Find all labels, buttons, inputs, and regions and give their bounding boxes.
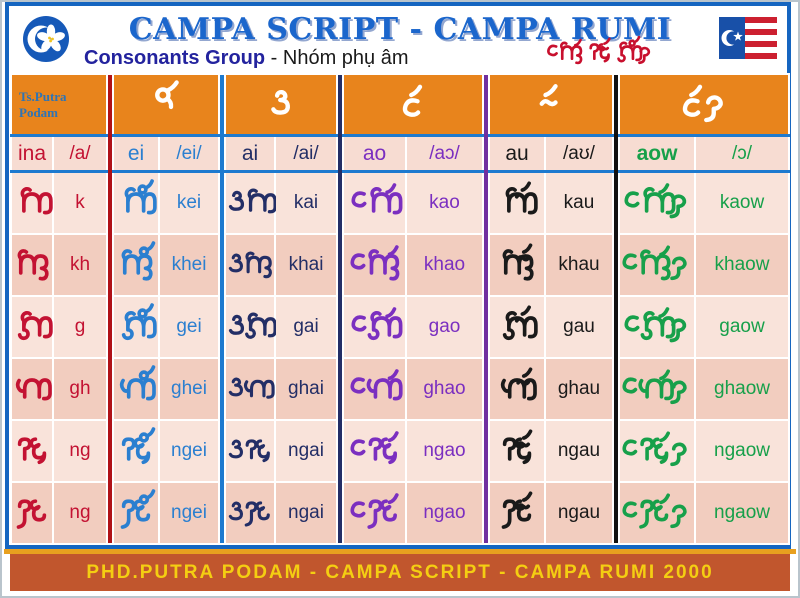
latin-khao: khao <box>407 235 482 295</box>
phoneme-ipa-ei: /ei/ <box>160 137 218 171</box>
latin-ngao: ngao <box>407 421 482 481</box>
latin-kei: kei <box>160 173 218 233</box>
group-separator <box>484 75 488 543</box>
latin-ghau: ghau <box>546 359 612 419</box>
cham-letter-khau <box>490 235 544 295</box>
cham-letter-ghai <box>226 359 274 419</box>
latin-ngaow: ngaow <box>696 483 788 543</box>
cham-letter-ngau <box>490 421 544 481</box>
cham-letter-kai <box>226 173 274 233</box>
group-separator <box>220 75 224 543</box>
cham-letter-ghei <box>114 359 158 419</box>
subtitle-english: Consonants Group <box>84 47 266 69</box>
subtitle-vietnamese: - Nhóm phụ âm <box>265 47 409 69</box>
latin-khei: khei <box>160 235 218 295</box>
latin-ghei: ghei <box>160 359 218 419</box>
phoneme-ipa-ina: /a/ <box>54 137 106 171</box>
latin-khai: khai <box>276 235 336 295</box>
cham-letter-g <box>12 297 52 357</box>
phoneme-ipa-ai: /ai/ <box>276 137 336 171</box>
cham-letter-kaow <box>620 173 694 233</box>
latin-khaow: khaow <box>696 235 788 295</box>
cham-letter-kao <box>344 173 405 233</box>
phoneme-label-ai: ai <box>226 137 274 171</box>
cham-letter-kh <box>12 235 52 295</box>
latin-ngao: ngao <box>407 483 482 543</box>
latin-ngau: ngau <box>546 483 612 543</box>
latin-ghao: ghao <box>407 359 482 419</box>
cham-letter-ngei <box>114 483 158 543</box>
latin-kao: kao <box>407 173 482 233</box>
latin-kai: kai <box>276 173 336 233</box>
phoneme-label-ao: ao <box>344 137 405 171</box>
latin-gau: gau <box>546 297 612 357</box>
column-header-glyph-aow <box>620 75 788 135</box>
phoneme-label-ei: ei <box>114 137 158 171</box>
latin-ngai: ngai <box>276 421 336 481</box>
blue-divider-top <box>10 134 790 137</box>
phoneme-label-aow: aow <box>620 137 694 171</box>
consonant-table <box>10 73 790 545</box>
phoneme-ipa-ao: /aɔ/ <box>407 137 482 171</box>
cham-letter-ngai <box>226 483 274 543</box>
cham-letter-ngaow <box>620 421 694 481</box>
latin-ngei: ngei <box>160 421 218 481</box>
latin-ngaow: ngaow <box>696 421 788 481</box>
latin-g: g <box>54 297 106 357</box>
latin-gh: gh <box>54 359 106 419</box>
cham-letter-gau <box>490 297 544 357</box>
cham-letter-ng <box>12 483 52 543</box>
column-header-glyph-ei <box>114 75 218 135</box>
cham-letter-kei <box>114 173 158 233</box>
latin-gai: gai <box>276 297 336 357</box>
column-header-glyph-au <box>490 75 612 135</box>
cham-letter-gei <box>114 297 158 357</box>
latin-k: k <box>54 173 106 233</box>
latin-ng: ng <box>54 421 106 481</box>
latin-ghaow: ghaow <box>696 359 788 419</box>
cham-letter-khao <box>344 235 405 295</box>
latin-ngai: ngai <box>276 483 336 543</box>
phoneme-ipa-aow: /ɔ/ <box>696 137 788 171</box>
blue-divider-bottom <box>10 170 790 173</box>
latin-ng: ng <box>54 483 106 543</box>
column-header-glyph-ai <box>226 75 336 135</box>
cham-letter-ngai <box>226 421 274 481</box>
cham-flag-icon <box>719 17 777 59</box>
group-separator <box>338 75 342 543</box>
group-separator <box>108 75 112 543</box>
cham-letter-khaow <box>620 235 694 295</box>
cham-letter-khai <box>226 235 274 295</box>
latin-ghai: ghai <box>276 359 336 419</box>
cham-letter-gai <box>226 297 274 357</box>
latin-khau: khau <box>546 235 612 295</box>
latin-ngau: ngau <box>546 421 612 481</box>
cham-letter-ghau <box>490 359 544 419</box>
cham-letter-gaow <box>620 297 694 357</box>
phoneme-ipa-au: /aʊ/ <box>546 137 612 171</box>
cham-letter-kau <box>490 173 544 233</box>
watermark-cell: Ts.Putra Podam <box>12 75 106 135</box>
cham-letter-ngaow <box>620 483 694 543</box>
phoneme-label-ina: ina <box>12 137 52 171</box>
cham-letter-ghaow <box>620 359 694 419</box>
cham-letter-ghao <box>344 359 405 419</box>
latin-gao: gao <box>407 297 482 357</box>
cham-script-phrase <box>546 40 654 66</box>
group-separator <box>614 75 618 543</box>
phoneme-label-au: au <box>490 137 544 171</box>
latin-kau: kau <box>546 173 612 233</box>
latin-kaow: kaow <box>696 173 788 233</box>
column-header-glyph-ao <box>344 75 482 135</box>
footer-text: PHD.PUTRA PODAM - CAMPA SCRIPT - CAMPA RUMI 2000 <box>86 561 714 583</box>
latin-gaow: gaow <box>696 297 788 357</box>
cham-letter-gao <box>344 297 405 357</box>
page-title: CAMPA SCRIPT - CAMPA RUMI <box>128 12 672 47</box>
subtitle <box>84 47 409 70</box>
cham-letter-ng <box>12 421 52 481</box>
cham-letter-gh <box>12 359 52 419</box>
cham-letter-khei <box>114 235 158 295</box>
cham-letter-k <box>12 173 52 233</box>
cham-letter-ngei <box>114 421 158 481</box>
cham-letter-ngau <box>490 483 544 543</box>
latin-gei: gei <box>160 297 218 357</box>
latin-kh: kh <box>54 235 106 295</box>
footer-bar <box>10 554 790 591</box>
cham-letter-ngao <box>344 421 405 481</box>
cham-letter-ngao <box>344 483 405 543</box>
latin-ngei: ngei <box>160 483 218 543</box>
